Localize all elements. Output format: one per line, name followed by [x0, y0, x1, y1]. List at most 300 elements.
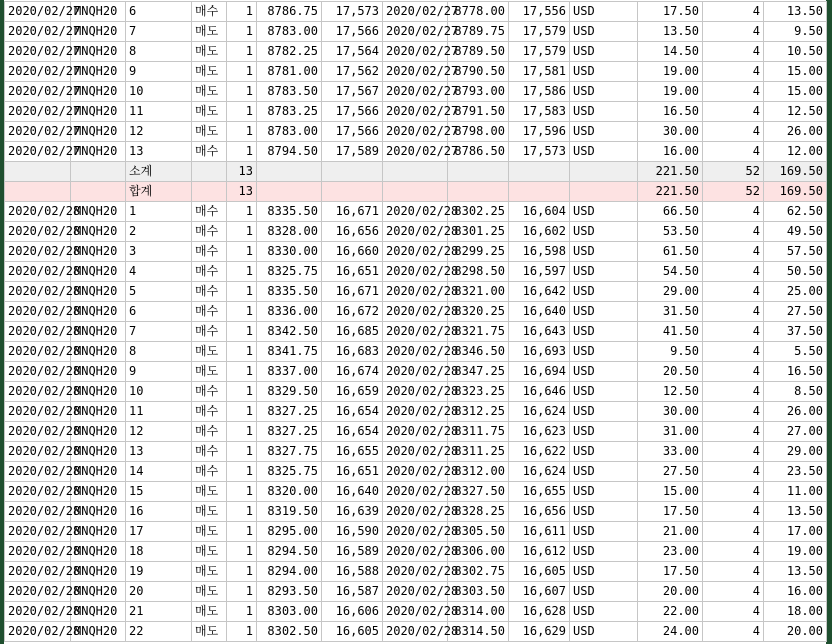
entry-value-cell[interactable]: 16,639: [322, 502, 383, 522]
entry-price-cell[interactable]: 8327.25: [257, 422, 322, 442]
empty-cell[interactable]: [383, 182, 448, 202]
fee-cell[interactable]: 4: [703, 62, 764, 82]
entry-value-cell[interactable]: 17,573: [322, 2, 383, 22]
exit-price-cell[interactable]: 8790.50: [448, 62, 509, 82]
exit-date-cell[interactable]: 2020/02/28: [383, 602, 448, 622]
exit-value-cell[interactable]: 17,581: [509, 62, 570, 82]
profit-cell[interactable]: 33.00: [638, 442, 703, 462]
trade-number-cell[interactable]: 6: [126, 302, 192, 322]
fee-cell[interactable]: 4: [703, 342, 764, 362]
entry-date-cell[interactable]: 2020/02/28: [5, 302, 71, 322]
entry-date-cell[interactable]: 2020/02/27: [5, 82, 71, 102]
exit-date-cell[interactable]: 2020/02/28: [383, 622, 448, 642]
table-row[interactable]: [5, 22, 827, 42]
trade-number-cell[interactable]: 1: [126, 202, 192, 222]
exit-value-cell[interactable]: 16,612: [509, 542, 570, 562]
table-row[interactable]: [5, 422, 827, 442]
exit-date-cell[interactable]: 2020/02/28: [383, 582, 448, 602]
table-row[interactable]: [5, 242, 827, 262]
entry-value-cell[interactable]: 16,656: [322, 222, 383, 242]
exit-price-cell[interactable]: 8312.25: [448, 402, 509, 422]
table-row[interactable]: [5, 482, 827, 502]
net-profit-cell[interactable]: 11.00: [764, 482, 827, 502]
entry-value-cell[interactable]: 16,587: [322, 582, 383, 602]
buy-sell-cell[interactable]: 매수: [192, 442, 227, 462]
fee-cell[interactable]: 4: [703, 122, 764, 142]
buy-sell-cell[interactable]: 매수: [192, 262, 227, 282]
net-profit-cell[interactable]: 18.00: [764, 602, 827, 622]
currency-cell[interactable]: USD: [570, 142, 638, 162]
buy-sell-cell[interactable]: 매도: [192, 82, 227, 102]
entry-price-cell[interactable]: 8328.00: [257, 222, 322, 242]
profit-cell[interactable]: 21.00: [638, 522, 703, 542]
exit-price-cell[interactable]: 8320.25: [448, 302, 509, 322]
exit-price-cell[interactable]: 8314.00: [448, 602, 509, 622]
fee-cell[interactable]: 4: [703, 362, 764, 382]
currency-cell[interactable]: USD: [570, 542, 638, 562]
fee-cell[interactable]: 4: [703, 622, 764, 642]
exit-date-cell[interactable]: 2020/02/27: [383, 22, 448, 42]
exit-value-cell[interactable]: 16,694: [509, 362, 570, 382]
entry-value-cell[interactable]: 16,588: [322, 562, 383, 582]
entry-value-cell[interactable]: 17,566: [322, 122, 383, 142]
exit-price-cell[interactable]: 8778.00: [448, 2, 509, 22]
profit-cell[interactable]: 20.50: [638, 362, 703, 382]
profit-cell[interactable]: 27.50: [638, 462, 703, 482]
table-row[interactable]: [5, 202, 827, 222]
exit-price-cell[interactable]: 8346.50: [448, 342, 509, 362]
currency-cell[interactable]: USD: [570, 382, 638, 402]
entry-date-cell[interactable]: 2020/02/28: [5, 462, 71, 482]
summary-profit-cell[interactable]: 221.50: [638, 182, 703, 202]
quantity-cell[interactable]: 1: [227, 502, 257, 522]
entry-date-cell[interactable]: 2020/02/27: [5, 142, 71, 162]
exit-date-cell[interactable]: 2020/02/28: [383, 462, 448, 482]
fee-cell[interactable]: 4: [703, 42, 764, 62]
net-profit-cell[interactable]: 62.50: [764, 202, 827, 222]
entry-price-cell[interactable]: 8325.75: [257, 262, 322, 282]
empty-cell[interactable]: [448, 162, 509, 182]
entry-date-cell[interactable]: 2020/02/27: [5, 42, 71, 62]
contract-code-cell[interactable]: MNQH20: [71, 602, 126, 622]
buy-sell-cell[interactable]: 매도: [192, 102, 227, 122]
empty-cell[interactable]: [383, 162, 448, 182]
entry-date-cell[interactable]: 2020/02/28: [5, 542, 71, 562]
currency-cell[interactable]: USD: [570, 562, 638, 582]
profit-cell[interactable]: 61.50: [638, 242, 703, 262]
entry-date-cell[interactable]: 2020/02/28: [5, 262, 71, 282]
profit-cell[interactable]: 16.00: [638, 142, 703, 162]
quantity-cell[interactable]: 1: [227, 122, 257, 142]
contract-code-cell[interactable]: MNQH20: [71, 262, 126, 282]
entry-value-cell[interactable]: 16,672: [322, 302, 383, 322]
entry-value-cell[interactable]: 16,674: [322, 362, 383, 382]
profit-cell[interactable]: 13.50: [638, 22, 703, 42]
trade-number-cell[interactable]: 13: [126, 142, 192, 162]
exit-date-cell[interactable]: 2020/02/28: [383, 442, 448, 462]
contract-code-cell[interactable]: MNQH20: [71, 462, 126, 482]
entry-date-cell[interactable]: 2020/02/28: [5, 242, 71, 262]
entry-price-cell[interactable]: 8330.00: [257, 242, 322, 262]
profit-cell[interactable]: 24.00: [638, 622, 703, 642]
exit-price-cell[interactable]: 8306.00: [448, 542, 509, 562]
fee-cell[interactable]: 4: [703, 482, 764, 502]
empty-cell[interactable]: [71, 182, 126, 202]
exit-price-cell[interactable]: 8305.50: [448, 522, 509, 542]
exit-price-cell[interactable]: 8327.50: [448, 482, 509, 502]
trade-number-cell[interactable]: 5: [126, 282, 192, 302]
entry-price-cell[interactable]: 8327.75: [257, 442, 322, 462]
exit-price-cell[interactable]: 8312.00: [448, 462, 509, 482]
trade-number-cell[interactable]: 20: [126, 582, 192, 602]
profit-cell[interactable]: 14.50: [638, 42, 703, 62]
buy-sell-cell[interactable]: 매수: [192, 2, 227, 22]
contract-code-cell[interactable]: MNQH20: [71, 22, 126, 42]
contract-code-cell[interactable]: MNQH20: [71, 562, 126, 582]
net-profit-cell[interactable]: 37.50: [764, 322, 827, 342]
net-profit-cell[interactable]: 9.50: [764, 22, 827, 42]
entry-value-cell[interactable]: 17,567: [322, 82, 383, 102]
entry-value-cell[interactable]: 16,685: [322, 322, 383, 342]
entry-date-cell[interactable]: 2020/02/28: [5, 382, 71, 402]
net-profit-cell[interactable]: 8.50: [764, 382, 827, 402]
buy-sell-cell[interactable]: 매수: [192, 382, 227, 402]
profit-cell[interactable]: 66.50: [638, 202, 703, 222]
entry-price-cell[interactable]: 8293.50: [257, 582, 322, 602]
table-row[interactable]: [5, 582, 827, 602]
trade-number-cell[interactable]: 15: [126, 482, 192, 502]
empty-cell[interactable]: [192, 162, 227, 182]
entry-price-cell[interactable]: 8794.50: [257, 142, 322, 162]
currency-cell[interactable]: USD: [570, 262, 638, 282]
quantity-cell[interactable]: 1: [227, 602, 257, 622]
quantity-cell[interactable]: 1: [227, 242, 257, 262]
empty-cell[interactable]: [570, 162, 638, 182]
trade-number-cell[interactable]: 16: [126, 502, 192, 522]
exit-value-cell[interactable]: 17,556: [509, 2, 570, 22]
contract-code-cell[interactable]: MNQH20: [71, 322, 126, 342]
contract-code-cell[interactable]: MNQH20: [71, 482, 126, 502]
fee-cell[interactable]: 4: [703, 22, 764, 42]
entry-price-cell[interactable]: 8327.25: [257, 402, 322, 422]
table-row[interactable]: [5, 622, 827, 642]
table-row[interactable]: [5, 282, 827, 302]
buy-sell-cell[interactable]: 매도: [192, 122, 227, 142]
net-profit-cell[interactable]: 26.00: [764, 122, 827, 142]
empty-cell[interactable]: [322, 182, 383, 202]
entry-price-cell[interactable]: 8303.00: [257, 602, 322, 622]
currency-cell[interactable]: USD: [570, 622, 638, 642]
table-row[interactable]: [5, 62, 827, 82]
exit-value-cell[interactable]: 16,623: [509, 422, 570, 442]
trade-number-cell[interactable]: 2: [126, 222, 192, 242]
profit-cell[interactable]: 16.50: [638, 102, 703, 122]
empty-cell[interactable]: [257, 182, 322, 202]
currency-cell[interactable]: USD: [570, 82, 638, 102]
table-row[interactable]: [5, 562, 827, 582]
exit-price-cell[interactable]: 8791.50: [448, 102, 509, 122]
empty-cell[interactable]: [5, 162, 71, 182]
exit-price-cell[interactable]: 8798.00: [448, 122, 509, 142]
quantity-cell[interactable]: 1: [227, 542, 257, 562]
currency-cell[interactable]: USD: [570, 122, 638, 142]
exit-date-cell[interactable]: 2020/02/27: [383, 82, 448, 102]
entry-value-cell[interactable]: 17,566: [322, 22, 383, 42]
profit-cell[interactable]: 12.50: [638, 382, 703, 402]
entry-price-cell[interactable]: 8782.25: [257, 42, 322, 62]
entry-date-cell[interactable]: 2020/02/28: [5, 442, 71, 462]
exit-price-cell[interactable]: 8314.50: [448, 622, 509, 642]
contract-code-cell[interactable]: MNQH20: [71, 382, 126, 402]
exit-price-cell[interactable]: 8311.75: [448, 422, 509, 442]
net-profit-cell[interactable]: 13.50: [764, 502, 827, 522]
fee-cell[interactable]: 4: [703, 202, 764, 222]
fee-cell[interactable]: 4: [703, 282, 764, 302]
quantity-cell[interactable]: 1: [227, 262, 257, 282]
trade-number-cell[interactable]: 7: [126, 22, 192, 42]
exit-price-cell[interactable]: 8789.50: [448, 42, 509, 62]
exit-date-cell[interactable]: 2020/02/28: [383, 502, 448, 522]
exit-date-cell[interactable]: 2020/02/27: [383, 142, 448, 162]
contract-code-cell[interactable]: MNQH20: [71, 502, 126, 522]
buy-sell-cell[interactable]: 매수: [192, 402, 227, 422]
summary-fee-cell[interactable]: 52: [703, 162, 764, 182]
entry-value-cell[interactable]: 16,640: [322, 482, 383, 502]
contract-code-cell[interactable]: MNQH20: [71, 542, 126, 562]
exit-price-cell[interactable]: 8301.25: [448, 222, 509, 242]
currency-cell[interactable]: USD: [570, 362, 638, 382]
profit-cell[interactable]: 17.50: [638, 562, 703, 582]
profit-cell[interactable]: 54.50: [638, 262, 703, 282]
buy-sell-cell[interactable]: 매도: [192, 522, 227, 542]
contract-code-cell[interactable]: MNQH20: [71, 42, 126, 62]
exit-date-cell[interactable]: 2020/02/28: [383, 522, 448, 542]
exit-date-cell[interactable]: 2020/02/28: [383, 282, 448, 302]
fee-cell[interactable]: 4: [703, 102, 764, 122]
entry-value-cell[interactable]: 16,606: [322, 602, 383, 622]
entry-price-cell[interactable]: 8320.00: [257, 482, 322, 502]
contract-code-cell[interactable]: MNQH20: [71, 622, 126, 642]
fee-cell[interactable]: 4: [703, 502, 764, 522]
exit-date-cell[interactable]: 2020/02/27: [383, 42, 448, 62]
entry-date-cell[interactable]: 2020/02/28: [5, 482, 71, 502]
buy-sell-cell[interactable]: 매도: [192, 622, 227, 642]
entry-date-cell[interactable]: 2020/02/28: [5, 582, 71, 602]
entry-price-cell[interactable]: 8341.75: [257, 342, 322, 362]
entry-price-cell[interactable]: 8294.00: [257, 562, 322, 582]
fee-cell[interactable]: 4: [703, 302, 764, 322]
currency-cell[interactable]: USD: [570, 2, 638, 22]
empty-cell[interactable]: [448, 182, 509, 202]
exit-value-cell[interactable]: 16,605: [509, 562, 570, 582]
currency-cell[interactable]: USD: [570, 202, 638, 222]
net-profit-cell[interactable]: 16.50: [764, 362, 827, 382]
entry-value-cell[interactable]: 16,654: [322, 402, 383, 422]
fee-cell[interactable]: 4: [703, 402, 764, 422]
entry-date-cell[interactable]: 2020/02/28: [5, 202, 71, 222]
entry-value-cell[interactable]: 16,683: [322, 342, 383, 362]
exit-price-cell[interactable]: 8321.75: [448, 322, 509, 342]
quantity-cell[interactable]: 1: [227, 62, 257, 82]
exit-value-cell[interactable]: 16,643: [509, 322, 570, 342]
fee-cell[interactable]: 4: [703, 562, 764, 582]
trade-number-cell[interactable]: 10: [126, 82, 192, 102]
buy-sell-cell[interactable]: 매수: [192, 282, 227, 302]
quantity-cell[interactable]: 1: [227, 522, 257, 542]
exit-date-cell[interactable]: 2020/02/28: [383, 382, 448, 402]
exit-value-cell[interactable]: 17,573: [509, 142, 570, 162]
exit-price-cell[interactable]: 8302.75: [448, 562, 509, 582]
entry-value-cell[interactable]: 17,589: [322, 142, 383, 162]
profit-cell[interactable]: 23.00: [638, 542, 703, 562]
currency-cell[interactable]: USD: [570, 62, 638, 82]
table-row[interactable]: [5, 2, 827, 22]
summary-fee-cell[interactable]: 52: [703, 182, 764, 202]
exit-price-cell[interactable]: 8311.25: [448, 442, 509, 462]
contract-code-cell[interactable]: MNQH20: [71, 82, 126, 102]
entry-value-cell[interactable]: 16,651: [322, 462, 383, 482]
trade-number-cell[interactable]: 14: [126, 462, 192, 482]
exit-date-cell[interactable]: 2020/02/28: [383, 422, 448, 442]
currency-cell[interactable]: USD: [570, 602, 638, 622]
buy-sell-cell[interactable]: 매도: [192, 342, 227, 362]
fee-cell[interactable]: 4: [703, 382, 764, 402]
exit-value-cell[interactable]: 16,611: [509, 522, 570, 542]
entry-price-cell[interactable]: 8786.75: [257, 2, 322, 22]
buy-sell-cell[interactable]: 매도: [192, 362, 227, 382]
quantity-cell[interactable]: 1: [227, 2, 257, 22]
contract-code-cell[interactable]: MNQH20: [71, 282, 126, 302]
table-row[interactable]: [5, 542, 827, 562]
table-row[interactable]: [5, 462, 827, 482]
net-profit-cell[interactable]: 57.50: [764, 242, 827, 262]
entry-date-cell[interactable]: 2020/02/28: [5, 322, 71, 342]
currency-cell[interactable]: USD: [570, 42, 638, 62]
entry-price-cell[interactable]: 8294.50: [257, 542, 322, 562]
currency-cell[interactable]: USD: [570, 462, 638, 482]
currency-cell[interactable]: USD: [570, 302, 638, 322]
buy-sell-cell[interactable]: 매도: [192, 502, 227, 522]
currency-cell[interactable]: USD: [570, 442, 638, 462]
exit-value-cell[interactable]: 16,602: [509, 222, 570, 242]
exit-price-cell[interactable]: 8328.25: [448, 502, 509, 522]
contract-code-cell[interactable]: MNQH20: [71, 122, 126, 142]
quantity-cell[interactable]: 1: [227, 302, 257, 322]
entry-date-cell[interactable]: 2020/02/27: [5, 2, 71, 22]
currency-cell[interactable]: USD: [570, 582, 638, 602]
exit-price-cell[interactable]: 8789.75: [448, 22, 509, 42]
entry-price-cell[interactable]: 8336.00: [257, 302, 322, 322]
entry-value-cell[interactable]: 16,605: [322, 622, 383, 642]
empty-cell[interactable]: [509, 162, 570, 182]
exit-price-cell[interactable]: 8793.00: [448, 82, 509, 102]
profit-cell[interactable]: 19.00: [638, 82, 703, 102]
empty-cell[interactable]: [71, 162, 126, 182]
quantity-cell[interactable]: 1: [227, 622, 257, 642]
quantity-cell[interactable]: 1: [227, 322, 257, 342]
exit-price-cell[interactable]: 8786.50: [448, 142, 509, 162]
fee-cell[interactable]: 4: [703, 262, 764, 282]
entry-date-cell[interactable]: 2020/02/28: [5, 362, 71, 382]
entry-date-cell[interactable]: 2020/02/28: [5, 562, 71, 582]
trade-number-cell[interactable]: 12: [126, 122, 192, 142]
quantity-cell[interactable]: 1: [227, 22, 257, 42]
exit-value-cell[interactable]: 16,693: [509, 342, 570, 362]
summary-label-cell[interactable]: 소계: [126, 162, 192, 182]
table-row[interactable]: [5, 42, 827, 62]
trade-number-cell[interactable]: 7: [126, 322, 192, 342]
quantity-cell[interactable]: 1: [227, 482, 257, 502]
summary-quantity-cell[interactable]: 13: [227, 162, 257, 182]
exit-value-cell[interactable]: 16,624: [509, 462, 570, 482]
entry-value-cell[interactable]: 17,566: [322, 102, 383, 122]
trade-number-cell[interactable]: 4: [126, 262, 192, 282]
quantity-cell[interactable]: 1: [227, 442, 257, 462]
entry-value-cell[interactable]: 16,671: [322, 202, 383, 222]
currency-cell[interactable]: USD: [570, 342, 638, 362]
net-profit-cell[interactable]: 25.00: [764, 282, 827, 302]
exit-value-cell[interactable]: 16,622: [509, 442, 570, 462]
entry-value-cell[interactable]: 16,590: [322, 522, 383, 542]
summary-net-cell[interactable]: 169.50: [764, 162, 827, 182]
table-row[interactable]: [5, 222, 827, 242]
quantity-cell[interactable]: 1: [227, 222, 257, 242]
net-profit-cell[interactable]: 19.00: [764, 542, 827, 562]
contract-code-cell[interactable]: MNQH20: [71, 242, 126, 262]
contract-code-cell[interactable]: MNQH20: [71, 102, 126, 122]
net-profit-cell[interactable]: 27.50: [764, 302, 827, 322]
table-row[interactable]: [5, 142, 827, 162]
exit-date-cell[interactable]: 2020/02/28: [383, 562, 448, 582]
entry-price-cell[interactable]: 8295.00: [257, 522, 322, 542]
profit-cell[interactable]: 41.50: [638, 322, 703, 342]
entry-value-cell[interactable]: 16,671: [322, 282, 383, 302]
entry-value-cell[interactable]: 16,589: [322, 542, 383, 562]
quantity-cell[interactable]: 1: [227, 142, 257, 162]
buy-sell-cell[interactable]: 매수: [192, 322, 227, 342]
profit-cell[interactable]: 20.00: [638, 582, 703, 602]
exit-date-cell[interactable]: 2020/02/28: [383, 362, 448, 382]
profit-cell[interactable]: 9.50: [638, 342, 703, 362]
exit-value-cell[interactable]: 16,628: [509, 602, 570, 622]
buy-sell-cell[interactable]: 매수: [192, 142, 227, 162]
exit-date-cell[interactable]: 2020/02/28: [383, 222, 448, 242]
net-profit-cell[interactable]: 16.00: [764, 582, 827, 602]
empty-cell[interactable]: [509, 182, 570, 202]
exit-date-cell[interactable]: 2020/02/28: [383, 302, 448, 322]
trade-number-cell[interactable]: 18: [126, 542, 192, 562]
quantity-cell[interactable]: 1: [227, 382, 257, 402]
buy-sell-cell[interactable]: 매수: [192, 462, 227, 482]
net-profit-cell[interactable]: 23.50: [764, 462, 827, 482]
entry-value-cell[interactable]: 16,654: [322, 422, 383, 442]
profit-cell[interactable]: 17.50: [638, 502, 703, 522]
trade-number-cell[interactable]: 19: [126, 562, 192, 582]
fee-cell[interactable]: 4: [703, 582, 764, 602]
net-profit-cell[interactable]: 10.50: [764, 42, 827, 62]
buy-sell-cell[interactable]: 매도: [192, 602, 227, 622]
exit-date-cell[interactable]: 2020/02/28: [383, 202, 448, 222]
quantity-cell[interactable]: 1: [227, 582, 257, 602]
quantity-cell[interactable]: 1: [227, 42, 257, 62]
buy-sell-cell[interactable]: 매도: [192, 562, 227, 582]
fee-cell[interactable]: 4: [703, 442, 764, 462]
entry-price-cell[interactable]: 8335.50: [257, 282, 322, 302]
net-profit-cell[interactable]: 12.00: [764, 142, 827, 162]
quantity-cell[interactable]: 1: [227, 82, 257, 102]
exit-date-cell[interactable]: 2020/02/27: [383, 102, 448, 122]
quantity-cell[interactable]: 1: [227, 342, 257, 362]
